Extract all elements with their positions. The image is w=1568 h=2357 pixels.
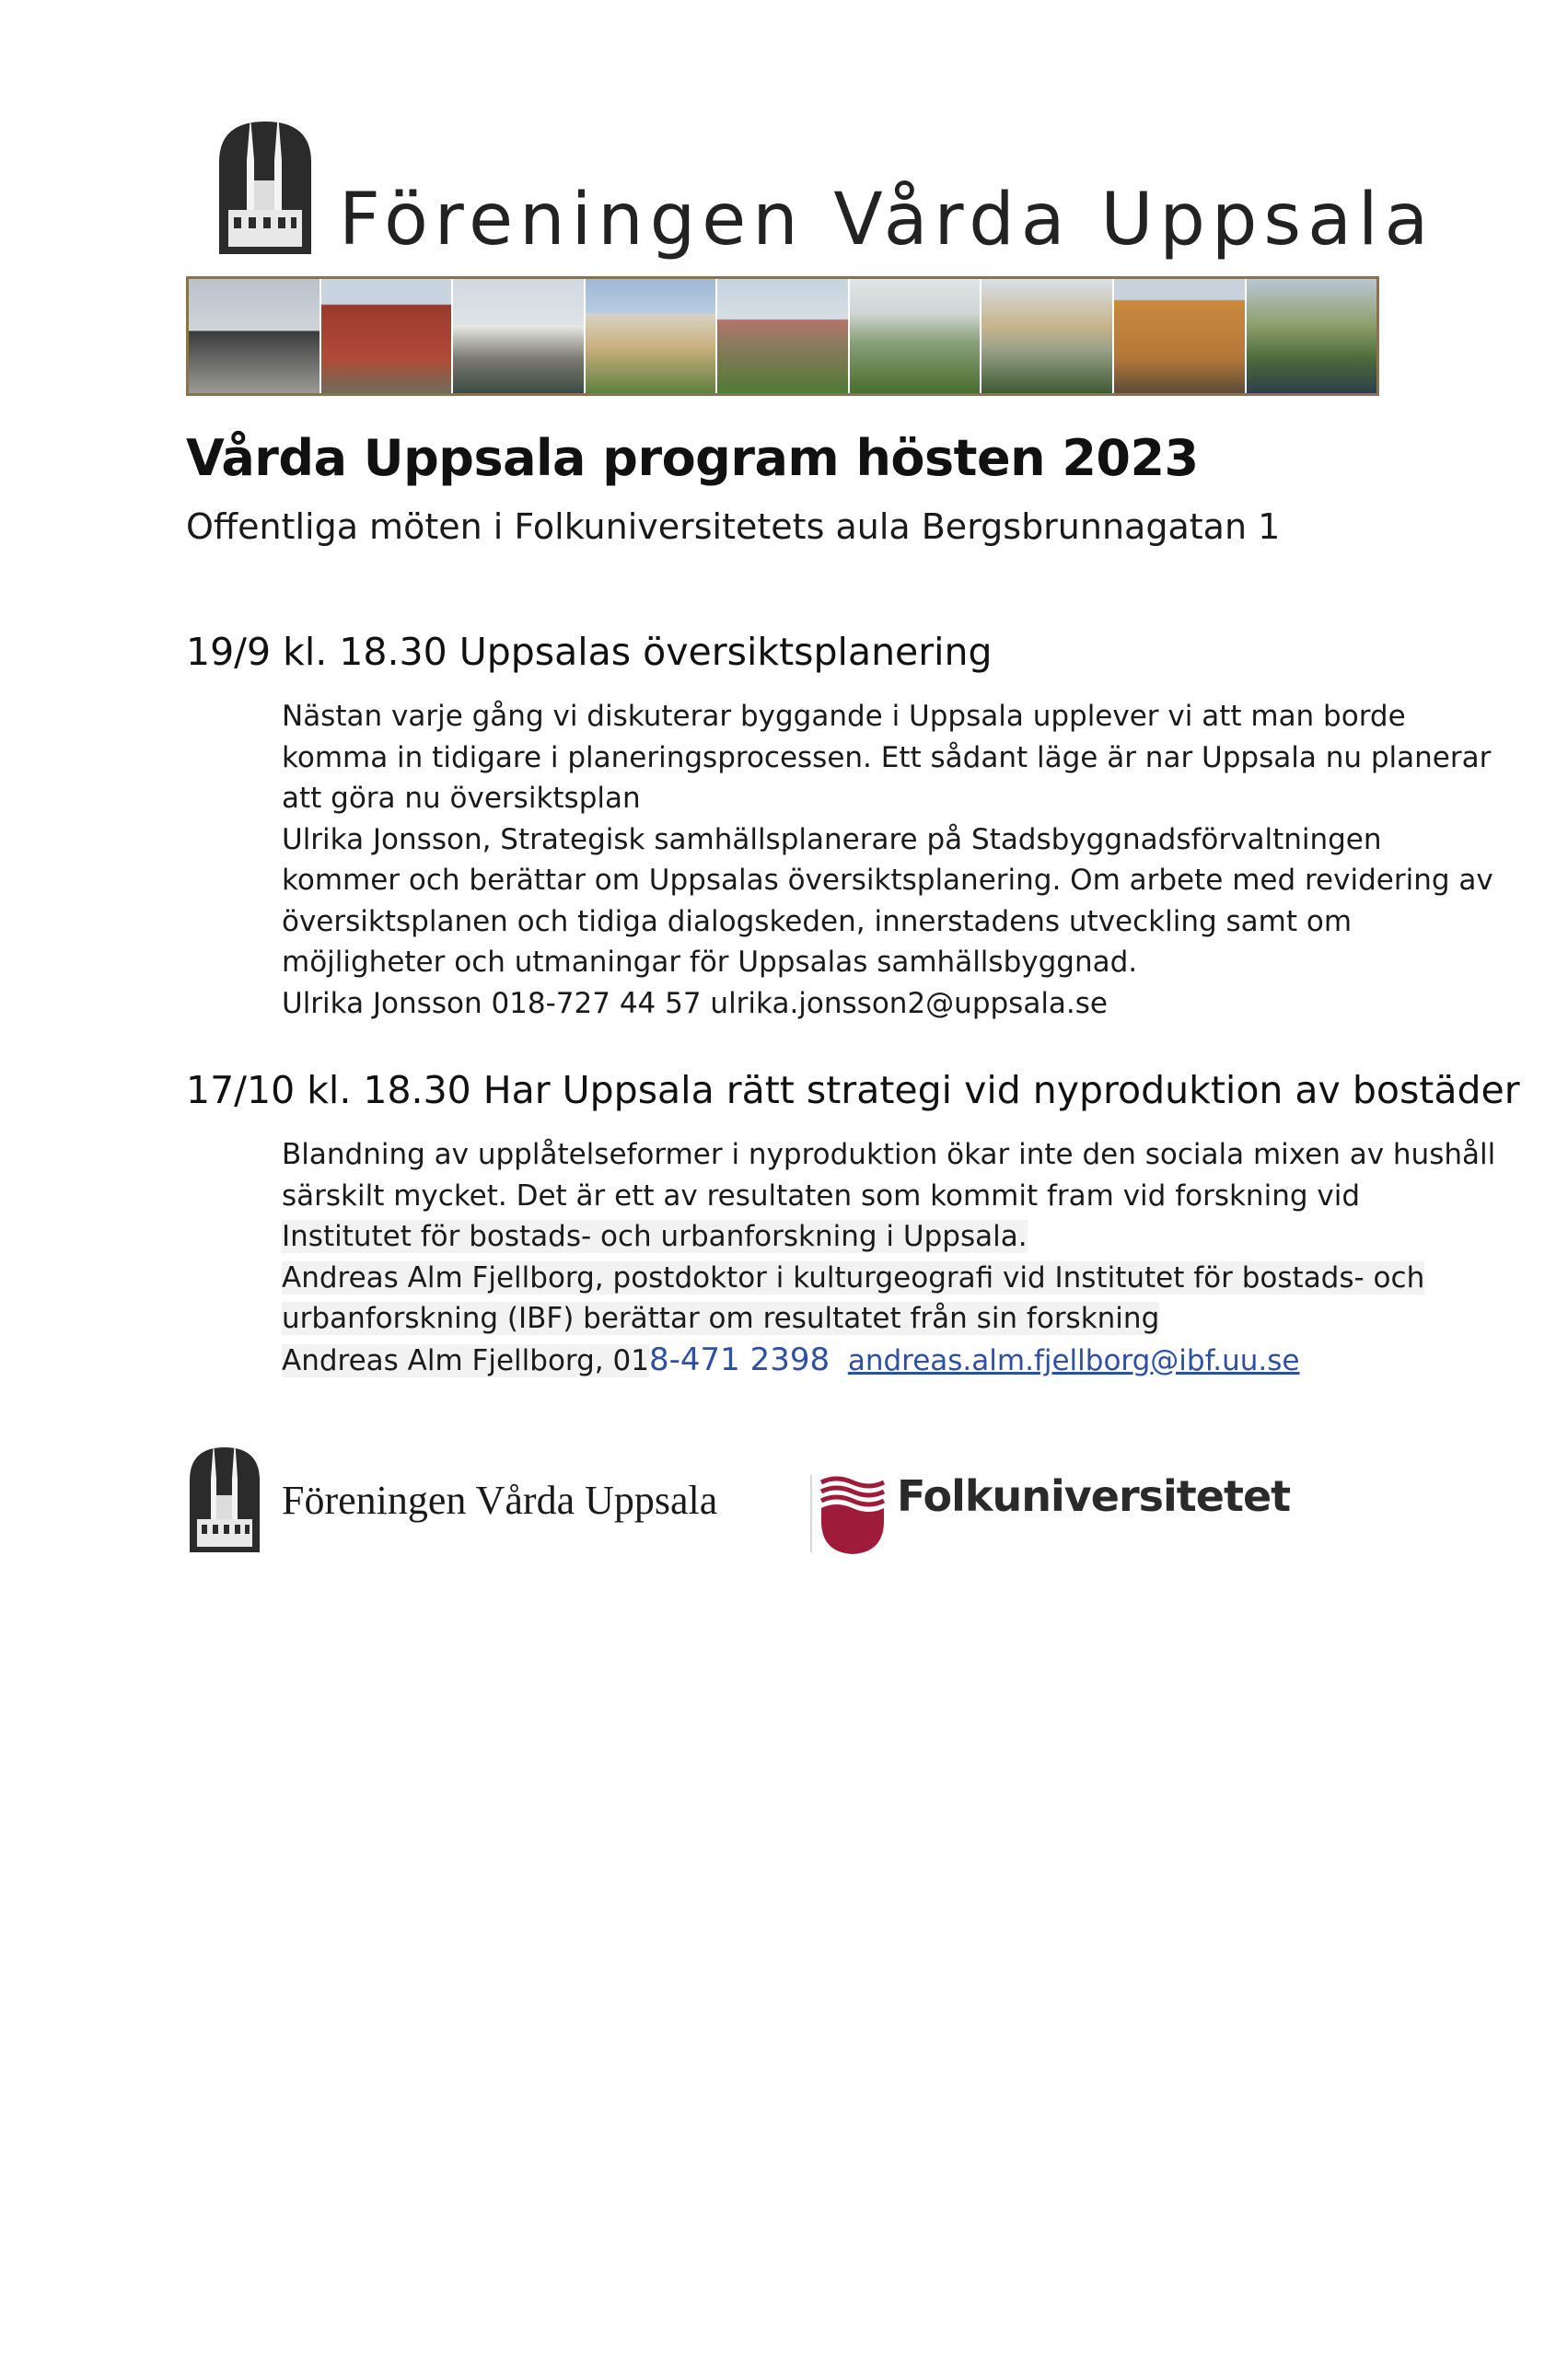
- event-2-paragraph-intro: [282, 1134, 1497, 1258]
- folkuniversitetet-logo-icon: [818, 1473, 888, 1556]
- event-2-contact-name: Andreas Alm Fjellborg, 01: [282, 1343, 649, 1377]
- banner-photo-plaza: [189, 279, 321, 393]
- cathedral-logo-small-icon: [186, 1429, 263, 1552]
- event-body-1: [282, 696, 1497, 1024]
- banner-photo-park: [717, 279, 850, 393]
- event-1-contact: Ulrika Jonsson 018-727 44 57 ulrika.jonsson2@uppsala.se: [282, 986, 1109, 1020]
- banner-photo-ochre-house: [1114, 279, 1247, 393]
- program-subtitle: Offentliga möten i Folkuniversitetets aula Bergsbrunnagatan 1: [186, 506, 1281, 547]
- banner-photo-canal: [1247, 279, 1377, 393]
- banner-photo-red-building: [321, 279, 454, 393]
- photo-banner: [186, 276, 1379, 396]
- event-1-paragraph-speaker: Ulrika Jonsson, Strategisk samhällsplanerare på Stadsbyggnadsförvaltningen kommer och berättar om Uppsalas översiktsplanering. Om arbete med revidering av översiktsplanen och tidiga dialogskeden, innerstadens utveckling samt om möjligheter och utmaningar för Uppsalas samhällsbyggnad.: [282, 822, 1493, 979]
- banner-photo-courtyard: [981, 279, 1114, 393]
- cathedral-logo-icon: [214, 99, 317, 254]
- event-2-contact-phone[interactable]: 8-471 2398: [648, 1341, 830, 1378]
- event-2-intro-text: Blandning av upplåtelseformer i nyproduktion ökar inte den sociala mixen av hushåll särskilt mycket. Det är ett av resultaten som kommit fram vid forskning vid: [282, 1138, 1496, 1213]
- event-heading-1: 19/9 kl. 18.30 Uppsalas översiktsplanering: [186, 630, 993, 674]
- event-heading-2: 17/10 kl. 18.30 Har Uppsala rätt strategi vid nyproduktion av bostäder: [186, 1068, 1520, 1112]
- footer-vu-name: Föreningen Vårda Uppsala: [282, 1478, 718, 1523]
- event-2-speaker-text: Andreas Alm Fjellborg, postdoktor i kulturgeografi vid Institutet för bostads- och urbanforskning (IBF) berättar om resultatet från sin forskning: [282, 1260, 1425, 1335]
- footer-fu-name: Folkuniversitetet: [897, 1471, 1291, 1521]
- event-2-intro-highlight: Institutet för bostads- och urbanforskning i Uppsala.: [282, 1220, 1028, 1253]
- banner-photo-riverside: [453, 279, 586, 393]
- event-2-contact-email[interactable]: andreas.alm.fjellborg@ibf.uu.se: [847, 1343, 1300, 1377]
- program-title: Vårda Uppsala program hösten 2023: [186, 429, 1199, 487]
- event-2-paragraph-speaker: [282, 1258, 1497, 1340]
- event-2-contact: [282, 1340, 1497, 1382]
- footer-divider: [810, 1475, 812, 1552]
- event-1-paragraph-intro: Nästan varje gång vi diskuterar byggande i Uppsala upplever vi att man borde komma in tidigare i planeringsprocessen. Ett sådant läge är nar Uppsala nu planerar att göra nu översiktsplan: [282, 700, 1492, 815]
- org-title: Föreningen Vårda Uppsala: [339, 179, 1435, 261]
- banner-photo-modern-block: [586, 279, 718, 393]
- event-body-2: [282, 1134, 1497, 1381]
- banner-photo-green-lawn: [850, 279, 982, 393]
